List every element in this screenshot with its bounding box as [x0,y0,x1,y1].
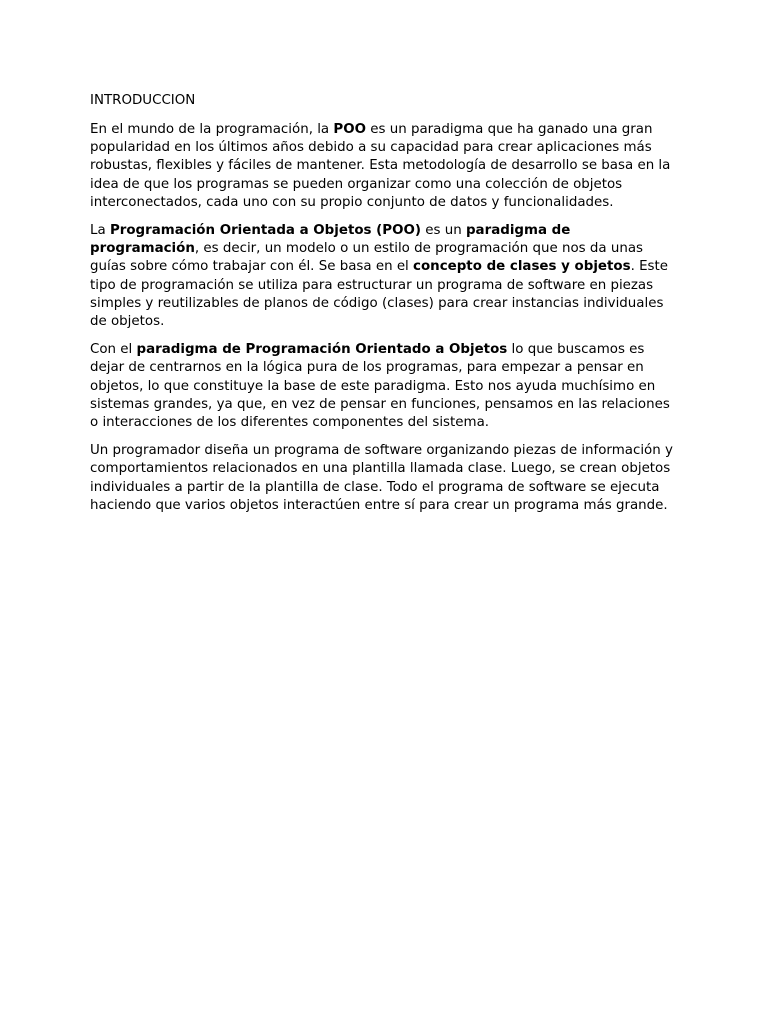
p2-run-3: paradigma de programación [90,223,571,257]
p2-run-6: . Este tipo de programación se utiliza para estructurar un programa de software en piezas simples y reutilizables de planos de código (clases) para crear instancias individuales de objetos. [90,259,669,330]
p2-run-5: concepto de clases y objetos [413,259,631,275]
p3-run-2: lo que buscamos es dejar de centrarnos en la lógica pura de los programas, para empezar a pensar en objetos, lo que constituye la base de este paradigma. Esto nos ayuda muchísimo en sistemas grandes, ya que, en vez de pensar en funciones, pensamos en las relaciones o interacciones de los diferentes componentes del sistema. [90,342,670,431]
p3-run-0: Con el [90,342,137,358]
paragraph-3 [90,341,680,432]
paragraph-4 [90,442,680,515]
p1-run-0: En el mundo de la programación, la [90,122,334,137]
p2-run-0: La [90,223,110,239]
p4-run-0: Un programador diseña un programa de software organizando piezas de información y comportamientos relacionados en una plantilla llamada clase. Luego, se crean objetos individuales a partir de la plantilla de clase. Todo el programa de software se ejecuta haciendo que varios objetos interactúen entre sí para crear un programa más grande. [90,443,673,513]
paragraph-1 [90,121,680,212]
document-page [90,92,680,525]
paragraph-2 [90,222,680,331]
p2-run-1: Programación Orientada a Objetos (POO) [109,223,421,239]
document-title: INTRODUCCION [90,93,196,108]
p3-run-1: paradigma de Programación Orientado a Objetos [136,342,508,358]
p1-run-1: POO [333,122,366,137]
p2-run-4: , es decir, un modelo o un estilo de programación que nos da unas guías sobre cómo trabajar con él. Se basa en el [90,241,643,275]
p2-run-2: es un [421,223,466,239]
p1-run-2: es un paradigma que ha ganado una gran popularidad en los últimos años debido a su capacidad para crear aplicaciones más robustas, flexibles y fáciles de mantener. Esta metodología de desarrollo se basa en la idea de que los programas se pueden organizar como una colección de objetos interconectados, cada uno con su propio conjunto de datos y funcionalidades. [90,122,671,210]
